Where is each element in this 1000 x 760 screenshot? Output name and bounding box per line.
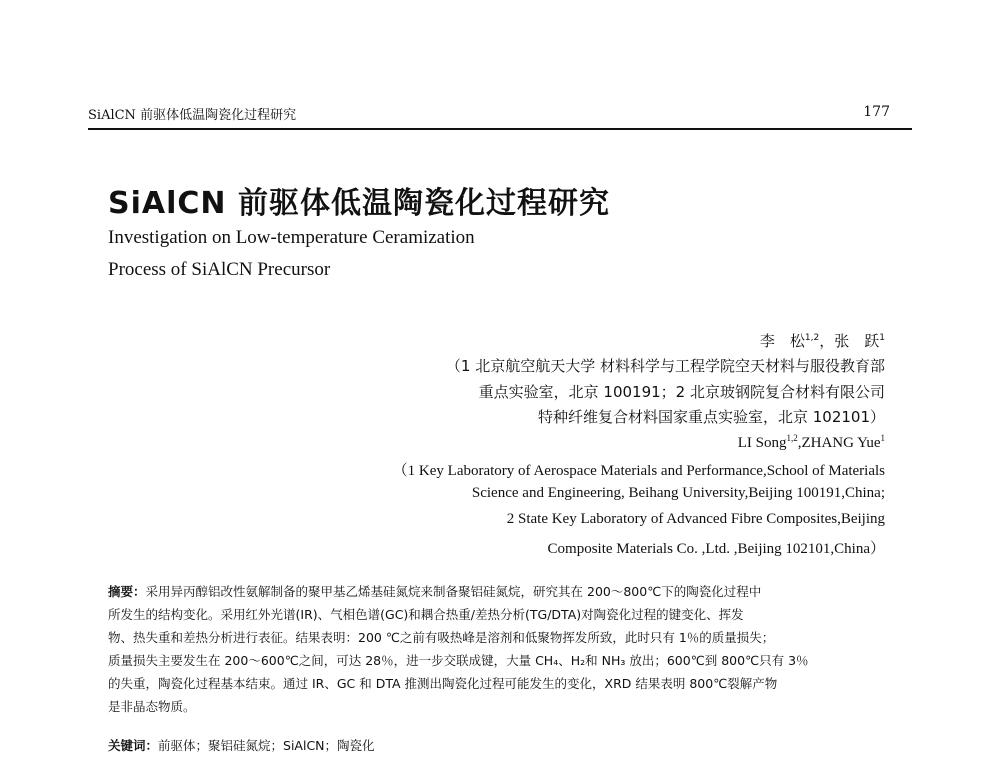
affiliation-en-line-3: 2 State Key Laboratory of Advanced Fibre Composites,Beijing xyxy=(506,511,885,527)
affiliation-en-line-1: （1 Key Laboratory of Aerospace Materials and Performance,School of Materials xyxy=(392,463,885,479)
affiliation-en-line-2: Science and Engineering, Beihang University,Beijing 100191,China; xyxy=(471,485,885,501)
authors-english xyxy=(738,433,885,452)
affiliation-zh-line-1: （1 北京航空航天大学 材料科学与工程学院空天材料与服役教育部 xyxy=(445,357,885,375)
abstract xyxy=(108,580,900,718)
header-rule xyxy=(88,128,912,130)
keywords-text: 前驱体；聚铝硅氮烷；SiAlCN；陶瓷化 xyxy=(158,738,375,753)
author-sep-en: , xyxy=(797,435,802,451)
abstract-label: 摘要： xyxy=(108,584,146,599)
keywords-label: 关键词： xyxy=(108,738,159,753)
title-chinese: SiAlCN 前驱体低温陶瓷化过程研究 xyxy=(108,186,610,221)
abstract-line-5: 的失重，陶瓷化过程基本结束。通过 IR、GC 和 DTA 推测出陶瓷化过程可能发生的变化，XRD 结果表明 800℃裂解产物 xyxy=(108,676,778,691)
affiliation-en-line-4: Composite Materials Co. ,Ltd. ,Beijing 102101,China） xyxy=(547,541,885,557)
abstract-text-1: 采用异丙醇铝改性氨解制备的聚甲基乙烯基硅氮烷来制备聚铝硅氮烷，研究其在 200～800℃下的陶瓷化过程中 xyxy=(145,584,762,599)
author-2-en-affil: 1 xyxy=(880,433,885,443)
abstract-line-4: 质量损失主要发生在 200～600℃之间，可达 28％，进一步交联成键，大量 CH₄、H₂和 NH₃ 放出；600℃到 800℃只有 3％ xyxy=(108,653,809,668)
page-number: 177 xyxy=(863,104,890,120)
abstract-line-2: 所发生的结构变化。采用红外光谱(IR)、气相色谱(GC)和耦合热重/差热分析(TG/DTA)对陶瓷化过程的键变化、挥发 xyxy=(108,607,744,622)
author-1-en-affil: 1,2 xyxy=(786,433,798,443)
author-2-zh: 张 跃 xyxy=(834,332,880,350)
abstract-line-6: 是非晶态物质。 xyxy=(108,699,196,714)
abstract-line-3: 物、热失重和差热分析进行表征。结果表明：200 ℃之前有吸热峰是溶剂和低聚物挥发所致，此时只有 1％的质量损失； xyxy=(108,630,775,645)
author-1-zh-affil: 1,2 xyxy=(804,333,820,343)
title-english-line-2: Process of SiAlCN Precursor xyxy=(108,259,331,280)
author-2-zh-affil: 1 xyxy=(879,333,885,343)
authors-chinese xyxy=(760,330,885,351)
author-sep-zh: ， xyxy=(819,332,835,350)
author-2-en: ZHANG Yue xyxy=(801,435,881,451)
keywords xyxy=(108,736,375,754)
author-1-zh: 李 松 xyxy=(759,332,805,350)
affiliation-zh-line-3: 特种纤维复合材料国家重点实验室，北京 102101） xyxy=(537,408,885,426)
abstract-line-1 xyxy=(108,580,900,603)
running-title: SiAlCN 前驱体低温陶瓷化过程研究 xyxy=(88,108,297,123)
title-english-line-1: Investigation on Low-temperature Ceramization xyxy=(108,227,475,248)
affiliation-zh-line-2: 重点实验室，北京 100191；2 北京玻钢院复合材料有限公司 xyxy=(478,383,885,401)
author-1-en: LI Song xyxy=(737,435,787,451)
